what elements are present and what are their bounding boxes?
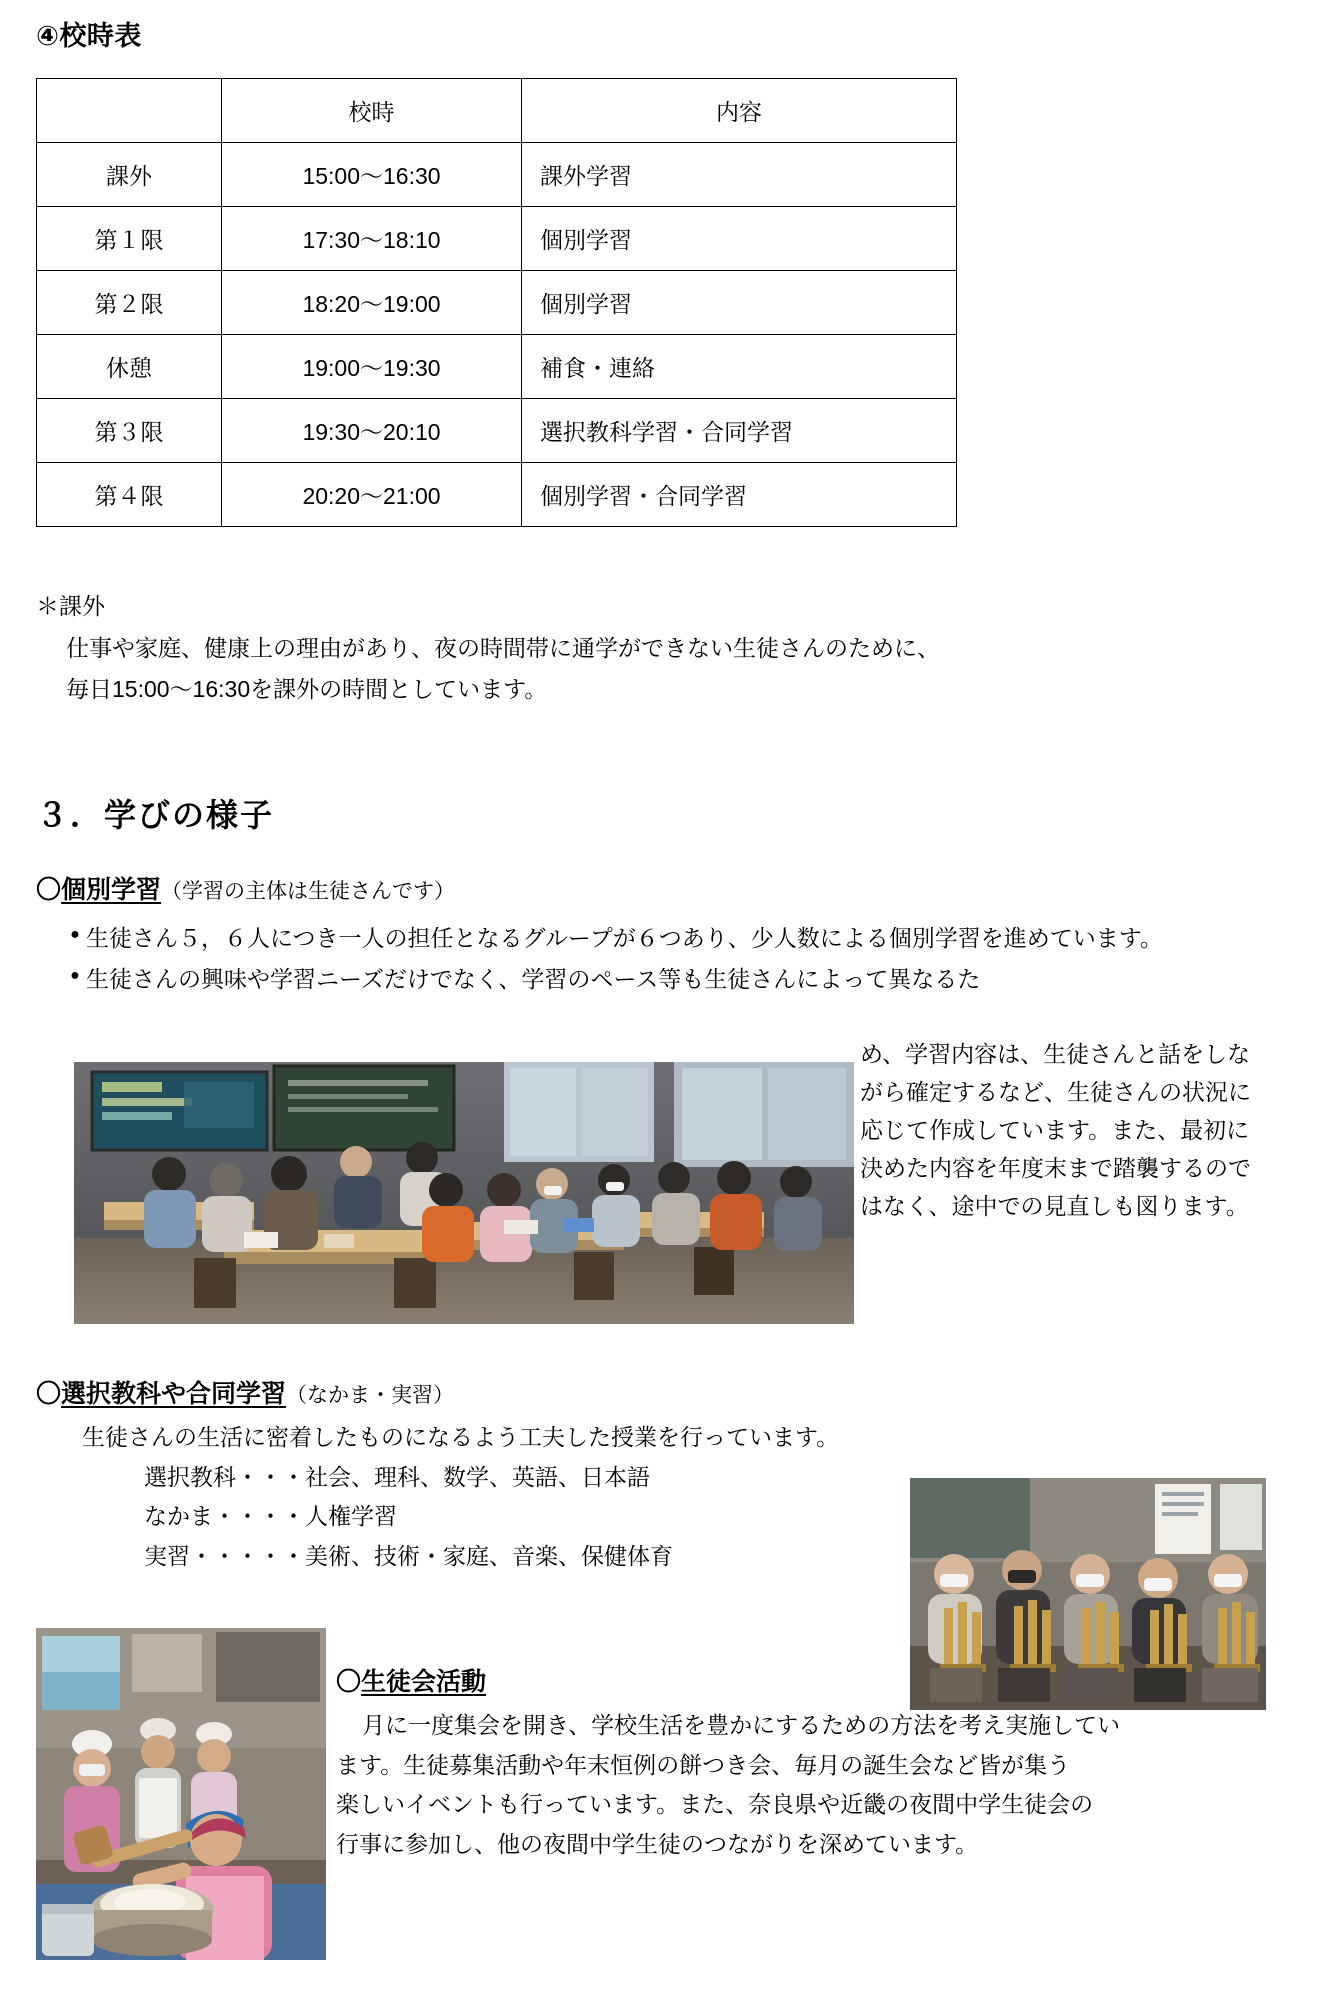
student-council-line-3: 楽しいイベントも行っています。また、奈良県や近畿の夜間中学生徒会の (336, 1791, 1094, 1818)
student-council-line-4: 行事に参加し、他の夜間中学生徒のつながりを深めています。 (336, 1830, 979, 1857)
subheading-paren: （なかま・実習） (286, 1384, 455, 1407)
mochi-photo-art (36, 1628, 326, 1960)
cell-period-name: 課外 (37, 143, 222, 207)
subheading-title: 個別学習 (61, 876, 162, 904)
table-row (37, 143, 957, 207)
classroom-photo-art (74, 1062, 854, 1324)
list-item (36, 961, 1256, 998)
cell-period-content: 課外学習 (522, 143, 957, 207)
subheading-marker: 〇 (36, 1380, 62, 1408)
table-row (37, 335, 957, 399)
header-cell-period: 校時 (222, 79, 522, 143)
subheading-title: 選択教科や合同学習 (61, 1380, 287, 1408)
table-row (37, 271, 957, 335)
subheading-marker: 〇 (36, 876, 62, 904)
individual-study-wrap-text: め、学習内容は、生徒さんと話をしながら確定するなど、生徒さんの状況に応じて作成しています。また、最初に決めた内容を年度末まで踏襲するのではなく、途中での見直しも図ります。 (860, 1041, 1251, 1219)
header-cell-content: 内容 (522, 79, 957, 143)
subheading-title: 生徒会活動 (361, 1668, 487, 1696)
classroom-photo (74, 1062, 854, 1324)
table-header-row (37, 79, 957, 143)
cell-period-content: 選択教科学習・合同学習 (522, 399, 957, 463)
cell-period-name: 第３限 (37, 399, 222, 463)
cell-period-time: 19:00〜19:30 (222, 335, 522, 399)
subheading-marker: 〇 (336, 1668, 362, 1696)
music-class-photo (910, 1478, 1266, 1710)
mochi-pounding-photo (36, 1628, 326, 1960)
cell-period-time: 19:30〜20:10 (222, 399, 522, 463)
music-class-photo-art (910, 1478, 1266, 1710)
table-row (37, 463, 957, 527)
list-item-text: 生徒さんの興味や学習ニーズだけでなく、学習のペース等も生徒さんによって異なるた (86, 965, 981, 992)
elective-lead-text: 生徒さんの生活に密着したものになるよう工夫した授業を行っています。 (82, 1424, 840, 1450)
cell-period-name: 第２限 (37, 271, 222, 335)
cell-period-time: 20:20〜21:00 (222, 463, 522, 527)
note-line-1: 仕事や家庭、健康上の理由があり、夜の時間帯に通学ができない生徒さんのために、 (66, 635, 940, 662)
cell-period-content: 個別学習 (522, 207, 957, 271)
cell-period-content: 補食・連絡 (522, 335, 957, 399)
cell-period-name: 第１限 (37, 207, 222, 271)
header-cell-blank (37, 79, 222, 143)
table-row (37, 399, 957, 463)
list-item (36, 920, 1256, 957)
elective-item: 実習・・・・・美術、技術・家庭、音楽、保健体育 (144, 1542, 673, 1569)
school-timetable (36, 78, 957, 527)
cell-period-time: 18:20〜19:00 (222, 271, 522, 335)
elective-item: なかま・・・・人権学習 (144, 1503, 397, 1530)
cell-period-time: 17:30〜18:10 (222, 207, 522, 271)
cell-period-name: 休憩 (37, 335, 222, 399)
student-council-body (336, 1706, 1136, 1864)
elective-item: 選択教科・・・社会、理科、数学、英語、日本語 (144, 1463, 650, 1490)
list-item-text: 生徒さん５，６人につき一人の担任となるグループが６つあり、少人数による個別学習を進めています。 (86, 925, 1163, 951)
elective-subjects-body (36, 1418, 1036, 1576)
subheading-individual-study (36, 870, 455, 906)
subheading-paren: （学習の主体は生徒さんです） (161, 880, 456, 903)
student-council-line-1: 月に一度集会を開き、学校生活を豊かにするための方法を考え実施してい (362, 1712, 1121, 1738)
note-title: ＊課外 (36, 593, 105, 619)
bullet-dot-icon: ● (70, 926, 80, 943)
subheading-student-council (336, 1662, 486, 1698)
table-row (37, 207, 957, 271)
bullet-dot-icon: ● (70, 966, 80, 984)
extracurricular-note (36, 586, 1136, 709)
cell-period-name: 第４限 (37, 463, 222, 527)
cell-period-content: 個別学習・合同学習 (522, 463, 957, 527)
subheading-elective-subjects (36, 1374, 454, 1410)
student-council-line-2: ます。生徒募集活動や年末恒例の餅つき会、毎月の誕生会など皆が集う (336, 1751, 1071, 1778)
section4-heading: ④校時表 (36, 21, 142, 51)
note-line-2: 毎日15:00〜16:30を課外の時間としています。 (66, 675, 548, 702)
cell-period-time: 15:00〜16:30 (222, 143, 522, 207)
cell-period-content: 個別学習 (522, 271, 957, 335)
section3-heading: ３．学びの様子 (36, 797, 275, 833)
individual-study-bullets (36, 920, 1256, 1002)
